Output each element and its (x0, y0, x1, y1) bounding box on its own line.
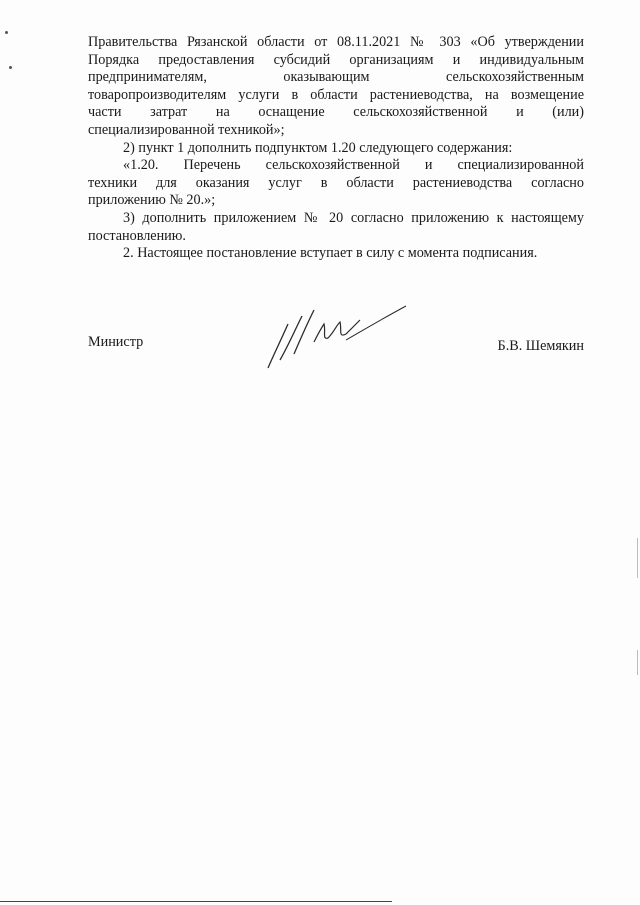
signer-name: Б.В. Шемякин (497, 338, 584, 354)
bottom-scan-line (0, 901, 392, 902)
text-line: «1.20. Перечень сельскохозяйственной и специализированной (123, 157, 584, 174)
scan-edge-mark (637, 538, 638, 578)
text-line: 2. Настоящее постановление вступает в силу с момента подписания. (123, 245, 538, 262)
signer-position: Министр (88, 334, 144, 350)
text-line: части затрат на оснащение сельскохозяйственной и (или) (88, 104, 584, 121)
paragraph-item-2 (88, 140, 584, 158)
text-line: Порядка предоставления субсидий организациям и индивидуальным (88, 51, 584, 68)
text-line: предпринимателям, оказывающим сельскохозяйственным (88, 69, 584, 86)
handwritten-signature (260, 302, 410, 372)
text-line: товаропроизводителям услуги в области растениеводства, на возмещение (88, 86, 584, 103)
text-line: 2) пункт 1 дополнить подпунктом 1.20 следующего содержания: (123, 139, 513, 156)
paragraph-item-3 (88, 210, 584, 245)
document-body (88, 34, 584, 263)
text-line: техники для оказания услуг в области растениеводства согласно (88, 174, 584, 191)
text-line: постановлению. (88, 227, 186, 244)
paragraph-subitem-1-20 (88, 157, 584, 210)
text-line: специализированной техникой»; (88, 121, 285, 138)
signature-block (88, 332, 584, 372)
text-line: приложению № 20.»; (88, 192, 216, 209)
scan-speck (9, 66, 12, 69)
paragraph-effective-date (88, 245, 584, 263)
scan-edge-mark (637, 650, 638, 675)
scan-speck (5, 31, 8, 34)
paragraph-reference (88, 34, 584, 140)
text-line: 3) дополнить приложением № 20 согласно приложению к настоящему (123, 209, 584, 226)
text-line: Правительства Рязанской области от 08.11.2021 № 303 «Об утверждении (88, 34, 584, 50)
